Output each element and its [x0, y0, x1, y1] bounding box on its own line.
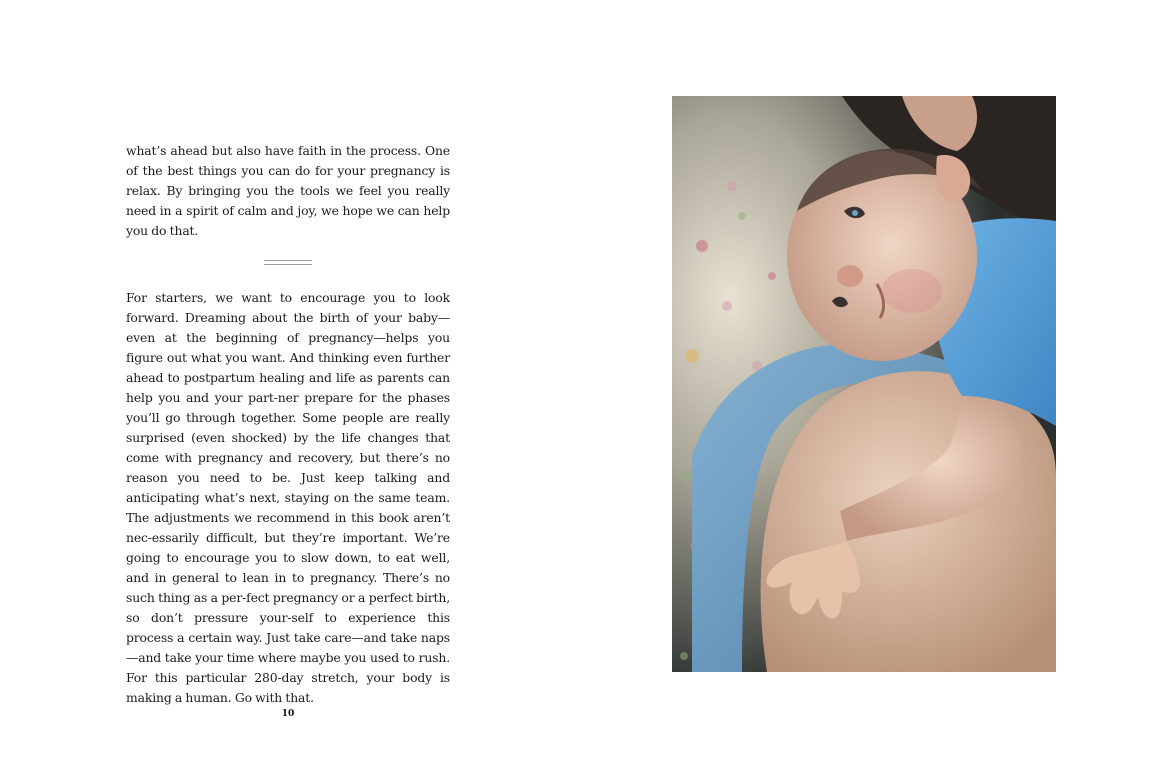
newborn-photo: [672, 96, 1056, 672]
body-paragraph-2: For starters, we want to encourage you to look forward. Dreaming about the birth of your baby—even at the beginning of pregnancy—helps you figure out what you want. And thinking even further ahead to postpartum healing and life as parents can help you and your part-ner prepare for the phases you’ll go through together. Some people are really surprised (even shocked) by the life changes that come with pregnancy and recovery, but there’s no reason you need to be. Just keep talking and anticipating what’s next, staying on the same team. The adjustments we recommend in this book aren’t nec-essarily difficult, but they’re important. We’re going to encourage you to slow down, to eat well, and in general to lean in to pregnancy. There’s no such thing as a per-fect pregnancy or a perfect birth, so don’t pressure your-self to experience this process a certain way. Just take care—and take naps—and take your time where maybe you used to rush. For this particular 280-day stretch, your body is making a human. Go with that.: [126, 290, 450, 705]
baby-nose: [837, 265, 863, 287]
page-number: 10: [281, 709, 295, 719]
text-column: [126, 141, 450, 708]
photo-illustration: [672, 96, 1056, 672]
body-paragraph-1: what’s ahead but also have faith in the process. One of the best things you can do for your pregnancy is relax. By bringing you the tools we feel you really need in a spirit of calm and joy, we hope we can help you do that.: [126, 143, 450, 238]
ornament-rule-bottom: [264, 264, 312, 265]
right-page: [576, 0, 1152, 768]
ornament-rule-top: [264, 260, 312, 261]
section-break-ornament: [264, 259, 312, 267]
baby-iris-right: [852, 210, 858, 216]
baby-cheek: [882, 269, 942, 313]
